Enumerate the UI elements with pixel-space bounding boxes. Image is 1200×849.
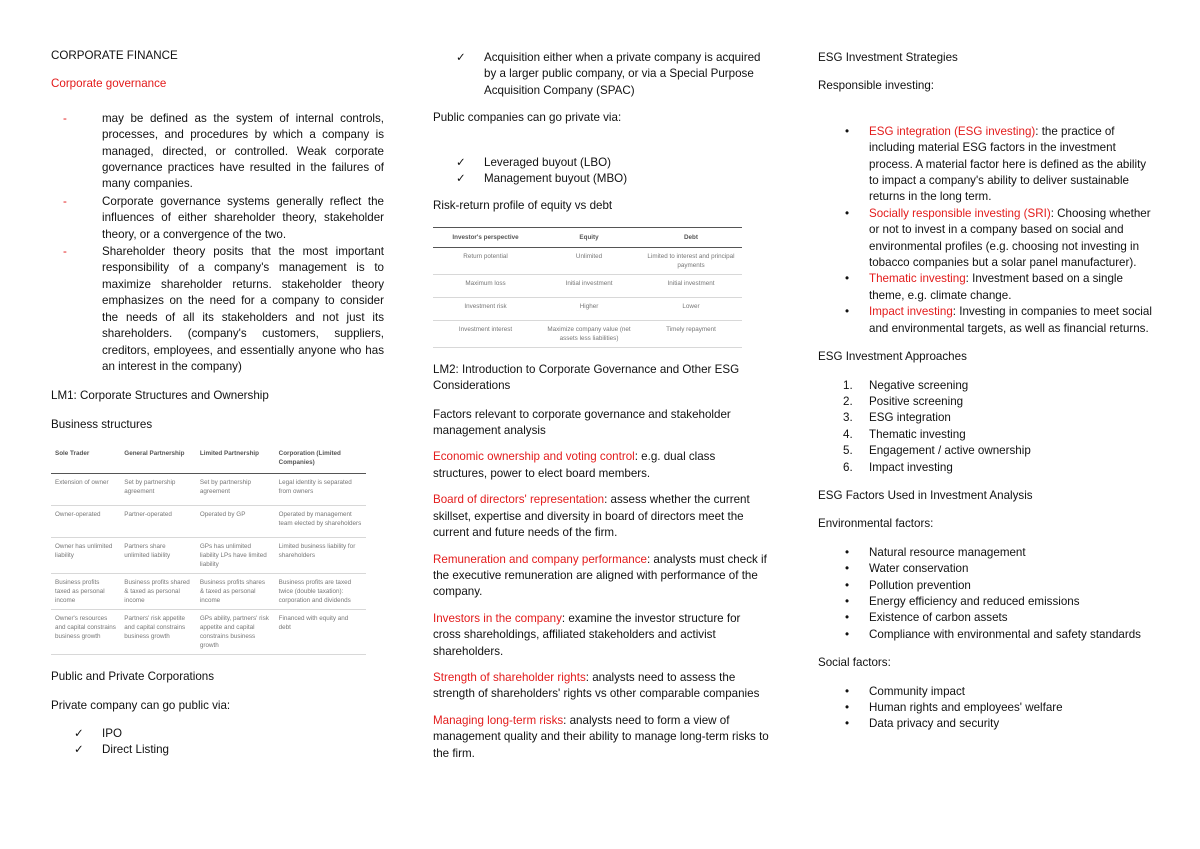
table-cell: Owner's resources and capital constrains business growth xyxy=(51,610,120,655)
social-intro: Social factors: xyxy=(818,656,891,670)
list-number: 6. xyxy=(843,460,853,474)
list-item: • Pollution prevention xyxy=(818,578,1153,594)
factor-paragraph xyxy=(433,449,771,482)
strategy-lead: Impact investing xyxy=(869,305,953,319)
checkmark-icon: ✓ xyxy=(74,726,84,740)
list-item-label: Leveraged buyout (LBO) xyxy=(484,155,611,169)
table-cell: Partners' risk appetite and capital constrains business growth xyxy=(120,610,196,655)
factor-lead: Remuneration and company performance xyxy=(433,552,647,566)
factor-paragraph xyxy=(433,552,771,601)
table-cell: Timely repayment xyxy=(640,320,742,347)
table-cell: Higher xyxy=(538,297,640,320)
strategies-list xyxy=(818,124,1153,337)
section-corporate-governance: Corporate governance xyxy=(51,77,167,91)
list-item: - Shareholder theory posits that the most important responsibility of a company's management is to maximize shareholder returns. stakeholder theory emphasizes on the need for a company to consider the needs of all its stakeholders and not just its shareholders. (company's customers, suppliers, creditors, employees, and essentially anyone who has an interest in the company) xyxy=(51,244,384,375)
approaches-heading: ESG Investment Approaches xyxy=(818,350,967,364)
table-cell: Extension of owner xyxy=(51,474,120,506)
esg-factors-heading: ESG Factors Used in Investment Analysis xyxy=(818,488,1033,502)
list-item: • Human rights and employees' welfare xyxy=(818,700,1153,716)
list-number: 5. xyxy=(843,444,853,458)
list-item: • Energy efficiency and reduced emissions xyxy=(818,594,1153,610)
approaches-list xyxy=(818,378,1153,476)
table-cell: Owner-operated xyxy=(51,506,120,538)
list-item-label: Negative screening xyxy=(869,378,969,392)
go-private-list xyxy=(433,155,771,188)
table-row xyxy=(51,574,366,610)
list-item xyxy=(51,742,384,758)
risk-return-heading: Risk-return profile of equity vs debt xyxy=(433,199,613,213)
table-row xyxy=(433,247,742,274)
table-row xyxy=(51,506,366,538)
column-2 xyxy=(433,50,771,772)
list-item-label: Management buyout (MBO) xyxy=(484,172,628,186)
list-item: • Compliance with environmental and safety standards xyxy=(818,627,1153,643)
table-cell: Investment risk xyxy=(433,297,538,320)
list-item-label: Positive screening xyxy=(869,394,964,408)
lm1-heading: LM1: Corporate Structures and Ownership xyxy=(51,389,269,403)
table-cell: GPs has unlimited liability LPs have limited liability xyxy=(196,538,275,574)
table-cell: Business profits taxed as personal income xyxy=(51,574,120,610)
list-item-label: ESG integration xyxy=(869,411,951,425)
factor-lead: Economic ownership and voting control xyxy=(433,450,635,464)
list-number: 1. xyxy=(843,378,853,392)
table-cell: Unlimited xyxy=(538,247,640,274)
table-header: General Partnership xyxy=(120,443,196,474)
strategy-text: : Investing in companies to meet social and environmental targets, as well as financial returns. xyxy=(869,305,1152,335)
acquisition-list xyxy=(433,50,771,99)
table-cell: Investment interest xyxy=(433,320,538,347)
table-cell: Financed with equity and debt xyxy=(275,610,366,655)
factor-text: : analysts need to form a view of management quality and their ability to manage long-term risks to the firm. xyxy=(433,713,769,760)
factor-text: : assess whether the current skillset, expertise and diversity in board of directors meet the current and future needs of the firm. xyxy=(433,493,750,540)
factor-text: : e.g. dual class structures, power to elect board members. xyxy=(433,450,716,480)
table-header-row xyxy=(51,443,366,474)
strategy-lead: ESG integration (ESG investing) xyxy=(869,124,1036,138)
strategy-text: : Investment based on a single theme, e.g. climate change. xyxy=(869,272,1123,302)
checkmark-icon: ✓ xyxy=(456,172,466,186)
list-item xyxy=(433,155,771,171)
list-number: 2. xyxy=(843,394,853,408)
table-cell: Partner-operated xyxy=(120,506,196,538)
list-item xyxy=(818,206,1153,272)
factors-heading: Factors relevant to corporate governance and stakeholder management analysis xyxy=(433,407,731,438)
list-item xyxy=(433,50,771,99)
list-item: • Water conservation xyxy=(818,561,1153,577)
table-cell: Limited to interest and principal payments xyxy=(640,247,742,274)
list-item-label: Impact investing xyxy=(869,460,953,474)
table-header: Equity xyxy=(538,227,640,247)
environmental-list xyxy=(818,545,1153,643)
list-item-label: Acquisition either when a private company is acquired by a larger public company, or via a Special Purpose Acquisition Company (SPAC) xyxy=(484,51,761,97)
table-header: Debt xyxy=(640,227,742,247)
table-cell: Lower xyxy=(640,297,742,320)
table-cell: Initial investment xyxy=(538,274,640,297)
table-cell: Limited business liability for shareholders xyxy=(275,538,366,574)
factor-lead: Managing long-term risks xyxy=(433,713,564,727)
table-header: Investor's perspective xyxy=(433,227,538,247)
table-row xyxy=(51,610,366,655)
strategy-lead: Thematic investing xyxy=(869,272,966,286)
table-cell: Operated by GP xyxy=(196,506,275,538)
list-number: 4. xyxy=(843,427,853,441)
list-item-label: Thematic investing xyxy=(869,427,966,441)
business-structures-label: Business structures xyxy=(51,417,153,431)
risk-return-table xyxy=(433,227,742,348)
list-item xyxy=(818,124,1153,206)
factor-paragraph xyxy=(433,492,771,541)
table-cell: Business profits shares & taxed as personal income xyxy=(196,574,275,610)
table-cell: Legal identity is separated from owners xyxy=(275,474,366,506)
table-row xyxy=(51,474,366,506)
list-item: • Natural resource management xyxy=(818,545,1153,561)
table-row xyxy=(51,538,366,574)
list-item xyxy=(818,443,1153,459)
factor-lead: Board of directors' representation xyxy=(433,493,605,507)
table-header-row xyxy=(433,227,742,247)
list-item-label: Direct Listing xyxy=(102,743,170,757)
table-cell: Maximum loss xyxy=(433,274,538,297)
list-item: - Corporate governance systems generally reflect the influences of either shareholder theory, stakeholder theory, or a convergence of the two. xyxy=(51,194,384,243)
table-row xyxy=(433,274,742,297)
factor-text: : analysts must check if the executive remuneration are aligned with performance of the company. xyxy=(433,552,767,599)
social-list xyxy=(818,684,1153,733)
column-1 xyxy=(51,48,384,759)
list-item xyxy=(818,410,1153,426)
checkmark-icon: ✓ xyxy=(74,743,84,757)
go-private-intro: Public companies can go private via: xyxy=(433,111,622,125)
responsible-investing-intro: Responsible investing: xyxy=(818,79,935,93)
list-item xyxy=(51,726,384,742)
factor-text: : examine the investor structure for cross shareholdings, affiliated stakeholders and activist shareholders. xyxy=(433,611,741,658)
go-public-intro: Private company can go public via: xyxy=(51,698,231,712)
factor-paragraph xyxy=(433,611,771,660)
table-cell: Owner has unlimited liability xyxy=(51,538,120,574)
factor-text: : analysts need to assess the strength of shareholders' rights vs other comparable companies xyxy=(433,670,760,701)
list-number: 3. xyxy=(843,411,853,425)
table-header: Sole Trader xyxy=(51,443,120,474)
factor-lead: Investors in the company xyxy=(433,611,562,625)
go-public-list xyxy=(51,726,384,759)
business-structures-table xyxy=(51,443,366,655)
factor-paragraph xyxy=(433,670,771,703)
list-item xyxy=(818,460,1153,476)
table-header: Limited Partnership xyxy=(196,443,275,474)
list-item-label: Engagement / active ownership xyxy=(869,444,1031,458)
table-cell: Business profits shared & taxed as personal income xyxy=(120,574,196,610)
table-cell: Partners share unlimited liability xyxy=(120,538,196,574)
list-item xyxy=(818,271,1153,304)
environmental-intro: Environmental factors: xyxy=(818,517,934,531)
governance-bullets xyxy=(51,111,384,376)
table-cell: Set by partnership agreement xyxy=(120,474,196,506)
checkmark-icon: ✓ xyxy=(456,155,466,169)
table-cell: Maximize company value (net assets less liabilities) xyxy=(538,320,640,347)
table-cell: Set by partnership agreement xyxy=(196,474,275,506)
column-3 xyxy=(818,50,1153,733)
table-cell: GPs ability, partners' risk appetite and capital constrains business growth xyxy=(196,610,275,655)
table-header: Corporation (Limited Companies) xyxy=(275,443,366,474)
strategies-heading: ESG Investment Strategies xyxy=(818,51,958,64)
table-cell: Business profits are taxed twice (double taxation): corporation and dividends xyxy=(275,574,366,610)
list-item xyxy=(818,394,1153,410)
list-item xyxy=(433,171,771,187)
list-item xyxy=(818,378,1153,394)
factor-paragraph xyxy=(433,713,771,762)
document-title: CORPORATE FINANCE xyxy=(51,49,178,62)
table-cell: Return potential xyxy=(433,247,538,274)
table-cell: Initial investment xyxy=(640,274,742,297)
table-row xyxy=(433,297,742,320)
strategy-lead: Socially responsible investing (SRI) xyxy=(869,206,1051,220)
list-item: • Existence of carbon assets xyxy=(818,610,1153,626)
list-item: • Community impact xyxy=(818,684,1153,700)
checkmark-icon: ✓ xyxy=(456,51,466,64)
strategy-text: : the practice of including material ESG factors in the investment process. A material factor here is defined as the ability to impact a company's ability to deliver sustainable returns in the long term. xyxy=(869,124,1147,204)
list-item: • Data privacy and security xyxy=(818,716,1153,732)
strategy-text: : Choosing whether or not to invest in a company based on social and environmental profiles (e.g. choosing not investing in tobacco companies but a solar panel manufacturer). xyxy=(869,206,1151,270)
public-private-heading: Public and Private Corporations xyxy=(51,670,215,684)
table-row xyxy=(433,320,742,347)
list-item-label: IPO xyxy=(102,726,122,740)
list-item xyxy=(818,427,1153,443)
table-cell: Operated by management team elected by shareholders xyxy=(275,506,366,538)
lm2-heading: LM2: Introduction to Corporate Governance and Other ESG Considerations xyxy=(433,362,740,393)
list-item: - may be defined as the system of internal controls, processes, and procedures by which a company is managed, directed, or controlled. Weak corporate governance practices have resulted in the failures of many companies. xyxy=(51,111,384,193)
list-item xyxy=(818,304,1153,337)
factor-lead: Strength of shareholder rights xyxy=(433,670,586,684)
